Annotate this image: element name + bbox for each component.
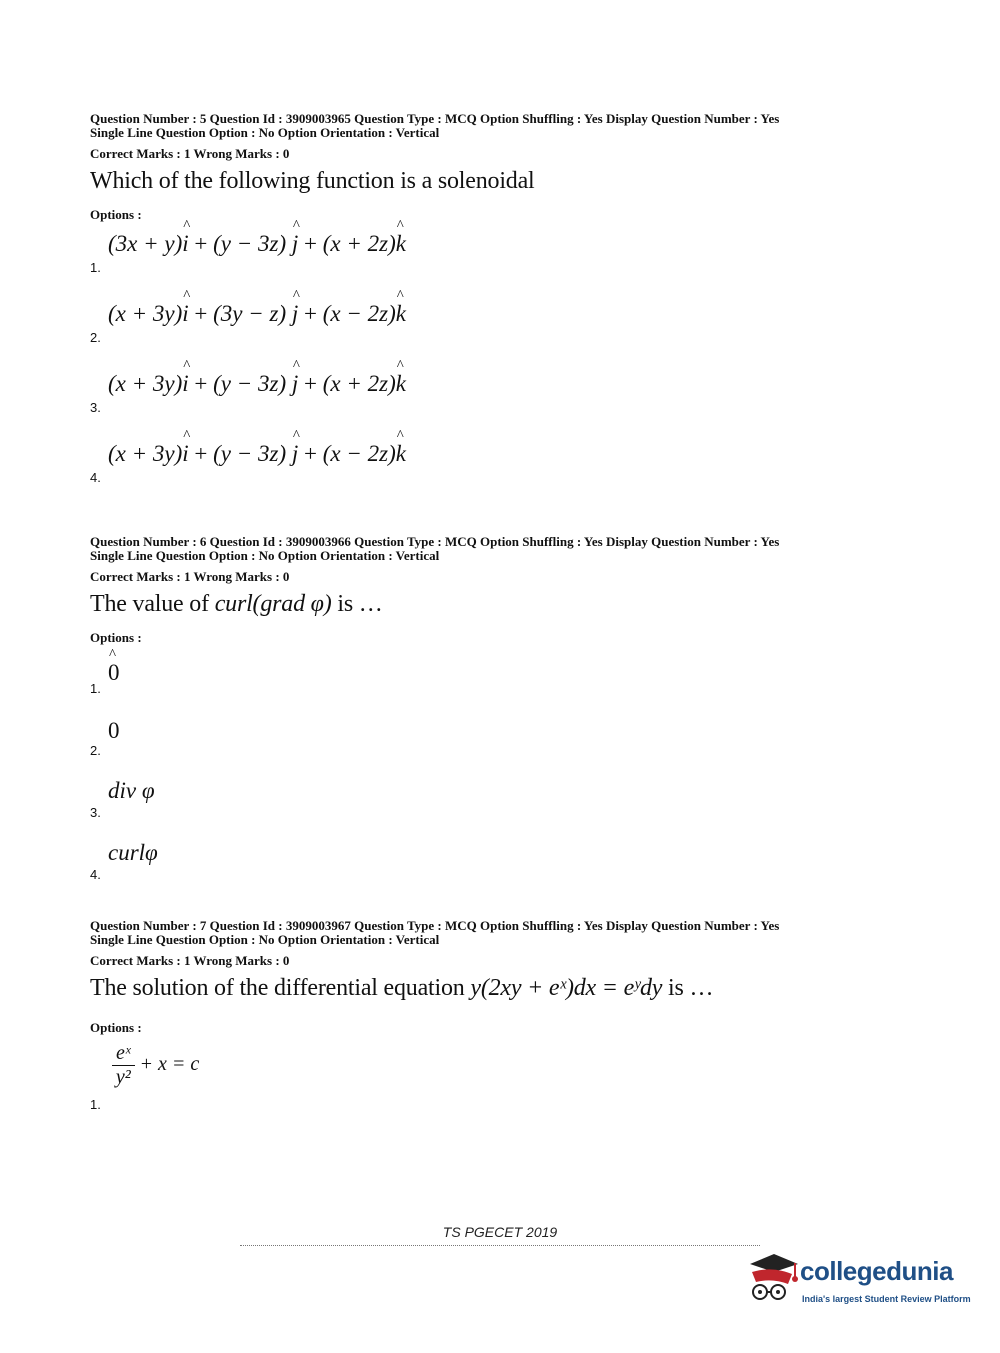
- option-expression: (x + 3y)i ^ + (3y − z) j ^ + (x − 2z)k ^: [108, 301, 406, 327]
- options-label: Options :: [90, 1020, 142, 1035]
- term-k: (x + 2z): [322, 231, 396, 256]
- unit-vector-k: k ^: [396, 231, 406, 257]
- collegedunia-logo: [742, 1248, 972, 1308]
- option-expression: 0: [108, 718, 120, 743]
- option-expression: curlφ: [108, 840, 158, 865]
- unit-vector-j: j ^: [292, 441, 298, 467]
- question-text-suffix: is …: [331, 591, 383, 617]
- question-text: [90, 591, 910, 618]
- option-expression: (3x + y)i ^ + (y − 3z) j ^ + (x + 2z)k ^: [108, 231, 406, 257]
- question-math: curl(grad φ): [214, 591, 332, 617]
- meta-line-1: Question Number : 6 Question Id : 3909003966 Question Type : MCQ Option Shuffling : Yes Display Question Number : Yes: [90, 534, 780, 549]
- meta-line-2: Single Line Question Option : No Option Orientation : Vertical: [90, 125, 440, 140]
- question-text-prefix: The solution of the differential equation: [90, 975, 471, 1001]
- unit-vector-i: i ^: [182, 301, 188, 327]
- question-text-prefix: The value of: [90, 591, 215, 617]
- option-1: [90, 1036, 910, 1116]
- unit-vector-k: k ^: [396, 301, 406, 327]
- unit-vector-i: i ^: [182, 371, 188, 397]
- term-k: (x + 2z): [322, 371, 396, 396]
- marks: Correct Marks : 1 Wrong Marks : 0: [90, 569, 290, 584]
- term-i: (x + 3y): [108, 441, 183, 466]
- option-expression: [108, 660, 120, 686]
- option-number: 1.: [90, 260, 101, 275]
- term-k: (x − 2z): [322, 441, 396, 466]
- question-meta: [90, 919, 910, 947]
- option-number: 4.: [90, 867, 101, 882]
- option-expression: (x + 3y)i ^ + (y − 3z) j ^ + (x − 2z)k ^: [108, 441, 406, 467]
- option-expression: div φ: [108, 778, 155, 803]
- unit-vector-i: i ^: [182, 231, 188, 257]
- question-text: [90, 975, 910, 1002]
- option-3: [90, 363, 910, 433]
- option-expression: (x + 3y)i ^ + (y − 3z) j ^ + (x + 2z)k ^: [108, 371, 406, 397]
- meta-line-2: Single Line Question Option : No Option Orientation : Vertical: [90, 932, 440, 947]
- meta-line-1: Question Number : 7 Question Id : 3909003967 Question Type : MCQ Option Shuffling : Yes Display Question Number : Yes: [90, 918, 780, 933]
- unit-vector-k: k ^: [396, 371, 406, 397]
- option-number: 1.: [90, 681, 101, 696]
- term-j: (y − 3z): [213, 231, 287, 256]
- option-number: 3.: [90, 805, 101, 820]
- option-1: [90, 223, 910, 293]
- unit-vector-k: k ^: [396, 441, 406, 467]
- term-i: (3x + y): [108, 231, 183, 256]
- option-1: [90, 646, 910, 704]
- question-text: Which of the following function is a solenoidal: [90, 168, 535, 194]
- logo-tagline: India's largest Student Review Platform: [802, 1294, 971, 1304]
- logo-name: collegedunia: [800, 1256, 953, 1286]
- option-number: 1.: [90, 1097, 101, 1112]
- unit-vector-i: i ^: [182, 441, 188, 467]
- unit-vector-j: j ^: [292, 301, 298, 327]
- term-i: (x + 3y): [108, 301, 183, 326]
- term-j: (y − 3z): [213, 441, 287, 466]
- unit-vector-j: j ^: [292, 231, 298, 257]
- options-label: Options :: [90, 207, 142, 222]
- term-k: (x − 2z): [322, 301, 396, 326]
- footer-divider: [240, 1245, 760, 1246]
- question-math: y(2xy + eˣ)dx = eʸdy: [470, 975, 663, 1001]
- term-i: (x + 3y): [108, 371, 183, 396]
- question-5: [90, 112, 910, 503]
- numerator: eˣ: [112, 1042, 135, 1066]
- option-4: [90, 828, 910, 890]
- meta-line-2: Single Line Question Option : No Option Orientation : Vertical: [90, 548, 440, 563]
- term-j: (3y − z): [213, 301, 287, 326]
- options-label: Options :: [90, 630, 142, 645]
- zero-vector: 0 ^: [108, 660, 120, 686]
- option-2: [90, 704, 910, 766]
- option-expression: [112, 1042, 199, 1089]
- marks: Correct Marks : 1 Wrong Marks : 0: [90, 146, 290, 161]
- option-number: 2.: [90, 743, 101, 758]
- question-7: [90, 919, 910, 1116]
- option-number: 3.: [90, 400, 101, 415]
- question-meta: [90, 535, 910, 563]
- unit-vector-j: j ^: [292, 371, 298, 397]
- option-3: [90, 766, 910, 828]
- option-2: [90, 293, 910, 363]
- exam-footer: TS PGECET 2019: [442, 1224, 558, 1240]
- option-number: 2.: [90, 330, 101, 345]
- question-text-suffix: is …: [662, 975, 714, 1001]
- option-4: [90, 433, 910, 503]
- marks: Correct Marks : 1 Wrong Marks : 0: [90, 953, 290, 968]
- graduate-mascot-icon: [742, 1248, 802, 1308]
- denominator: y²: [115, 1066, 131, 1088]
- fraction: [112, 1042, 135, 1089]
- meta-line-1: Question Number : 5 Question Id : 3909003965 Question Type : MCQ Option Shuffling : Yes Display Question Number : Yes: [90, 111, 780, 126]
- term-j: (y − 3z): [213, 371, 287, 396]
- question-6: [90, 535, 910, 890]
- expression-rest: + x = c: [139, 1053, 200, 1076]
- question-meta: [90, 112, 910, 140]
- option-number: 4.: [90, 470, 101, 485]
